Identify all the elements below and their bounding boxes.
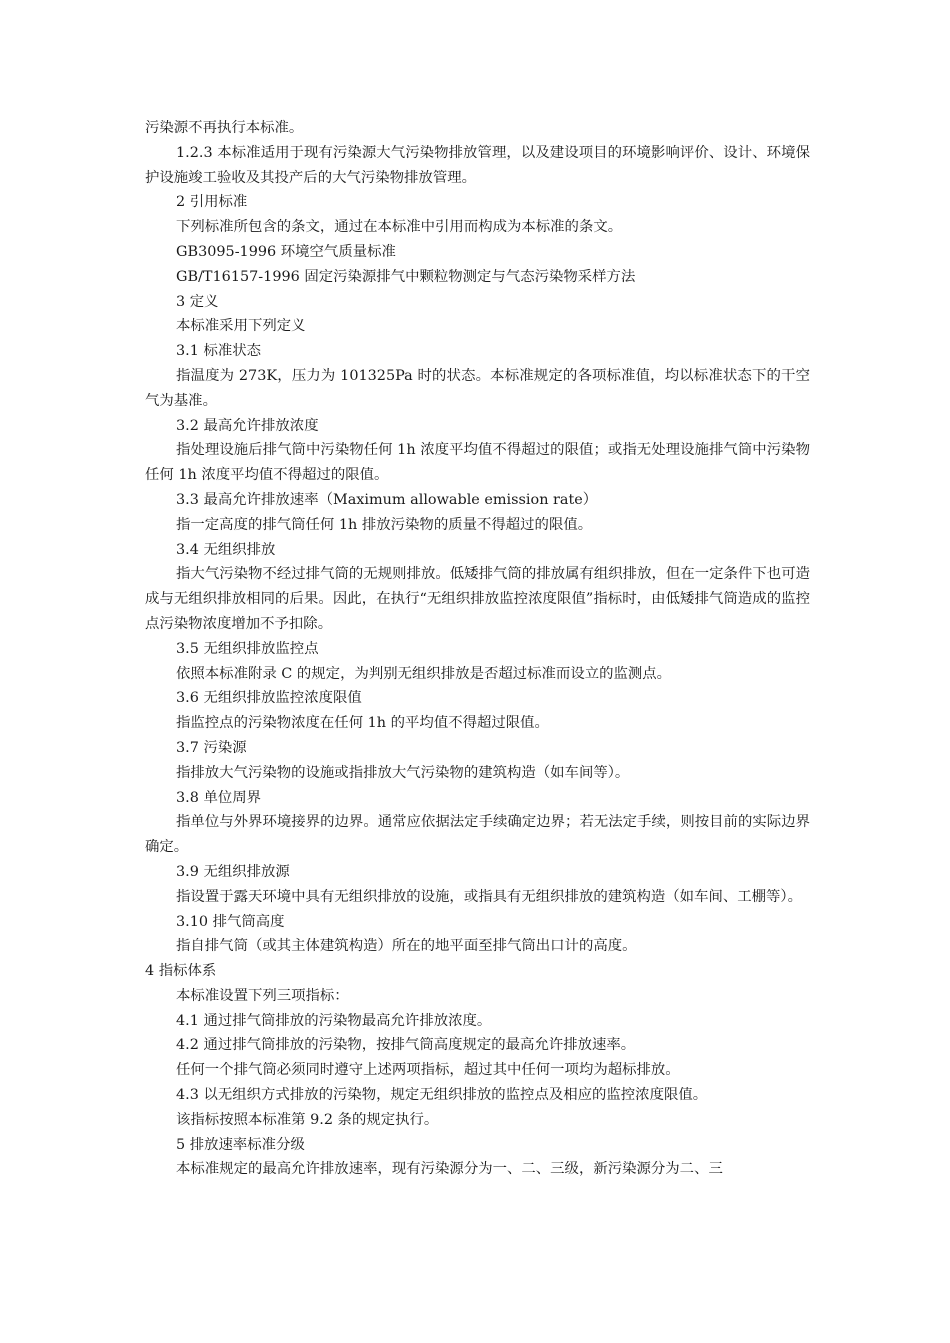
subsection-heading: 3.1 标准状态 (176, 343, 262, 360)
reference-item: GB/T16157-1996 固定污染源排气中颗粒物测定与气态污染物采样方法 (176, 268, 636, 285)
paragraph: 本标准采用下列定义 (176, 318, 306, 335)
paragraph: 指监控点的污染物浓度在任何 1h 的平均值不得超过限值。 (176, 715, 549, 732)
section-heading: 5 排放速率标准分级 (176, 1136, 305, 1153)
document-page (145, 116, 810, 1182)
paragraph: 1.2.3 本标准适用于现有污染源大气污染物排放管理，以及建设项目的环境影响评价、设计、环境保护设施竣工验收及其投产后的大气污染物排放管理。 (145, 144, 810, 186)
paragraph: 本标准规定的最高允许排放速率，现有污染源分为一、二、三级，新污染源分为二、三 (176, 1161, 723, 1178)
paragraph: 指排放大气污染物的设施或指排放大气污染物的建筑构造（如车间等）。 (176, 764, 630, 781)
section-heading: 2 引用标准 (176, 194, 248, 211)
paragraph: 指设置于露天环境中具有无组织排放的设施，或指具有无组织排放的建筑构造（如车间、工棚等）。 (176, 888, 802, 905)
subsection-heading: 3.8 单位周界 (176, 789, 262, 806)
subsection-heading: 3.4 无组织排放 (176, 541, 276, 558)
subsection-heading: 3.7 污染源 (176, 739, 247, 756)
paragraph: 该指标按照本标准第 9.2 条的规定执行。 (176, 1111, 439, 1128)
paragraph: 本标准设置下列三项指标： (176, 987, 349, 1004)
section-heading: 4 指标体系 (145, 963, 217, 980)
paragraph: 指温度为 273K，压力为 101325Pa 时的状态。本标准规定的各项标准值，均以标准状态下的干空气为基准。 (145, 367, 810, 409)
paragraph: 指处理设施后排气筒中污染物任何 1h 浓度平均值不得超过的限值；或指无处理设施排气筒中污染物任何 1h 浓度平均值不得超过的限值。 (145, 442, 810, 484)
subsection-heading: 3.6 无组织排放监控浓度限值 (176, 690, 362, 707)
paragraph: 指单位与外界环境接界的边界。通常应依据法定手续确定边界；若无法定手续，则按目前的实际边界确定。 (145, 814, 810, 856)
subsection-heading: 3.5 无组织排放监控点 (176, 640, 319, 657)
paragraph: 下列标准所包含的条文，通过在本标准中引用而构成为本标准的条文。 (176, 219, 623, 236)
subsection-heading: 3.9 无组织排放源 (176, 863, 290, 880)
reference-item: GB3095-1996 环境空气质量标准 (176, 243, 396, 260)
subsection-heading: 3.3 最高允许排放速率（Maximum allowable emission rate） (176, 491, 598, 508)
paragraph: 4.2 通过排气筒排放的污染物，按排气筒高度规定的最高允许排放速率。 (176, 1037, 636, 1054)
paragraph: 4.1 通过排气筒排放的污染物最高允许排放浓度。 (176, 1012, 492, 1029)
paragraph: 依照本标准附录 C 的规定，为判别无组织排放是否超过标准而设立的监测点。 (176, 665, 672, 682)
paragraph: 指一定高度的排气筒任何 1h 排放污染物的质量不得超过的限值。 (176, 516, 593, 533)
paragraph: 指大气污染物不经过排气筒的无规则排放。低矮排气筒的排放属有组织排放，但在一定条件下也可造成与无组织排放相同的后果。因此，在执行“无组织排放监控浓度限值”指标时，由低矮排气筒造成的监控点污染物浓度增加不予扣除。 (145, 566, 810, 632)
subsection-heading: 3.2 最高允许排放浓度 (176, 417, 319, 434)
section-heading: 3 定义 (176, 293, 219, 310)
paragraph: 指自排气筒（或其主体建筑构造）所在的地平面至排气筒出口计的高度。 (176, 938, 637, 955)
paragraph: 任何一个排气筒必须同时遵守上述两项指标，超过其中任何一项均为超标排放。 (176, 1062, 680, 1079)
paragraph: 4.3 以无组织方式排放的污染物，规定无组织排放的监控点及相应的监控浓度限值。 (176, 1087, 708, 1104)
paragraph: 污染源不再执行本标准。 (145, 120, 304, 136)
subsection-heading: 3.10 排气筒高度 (176, 913, 285, 930)
